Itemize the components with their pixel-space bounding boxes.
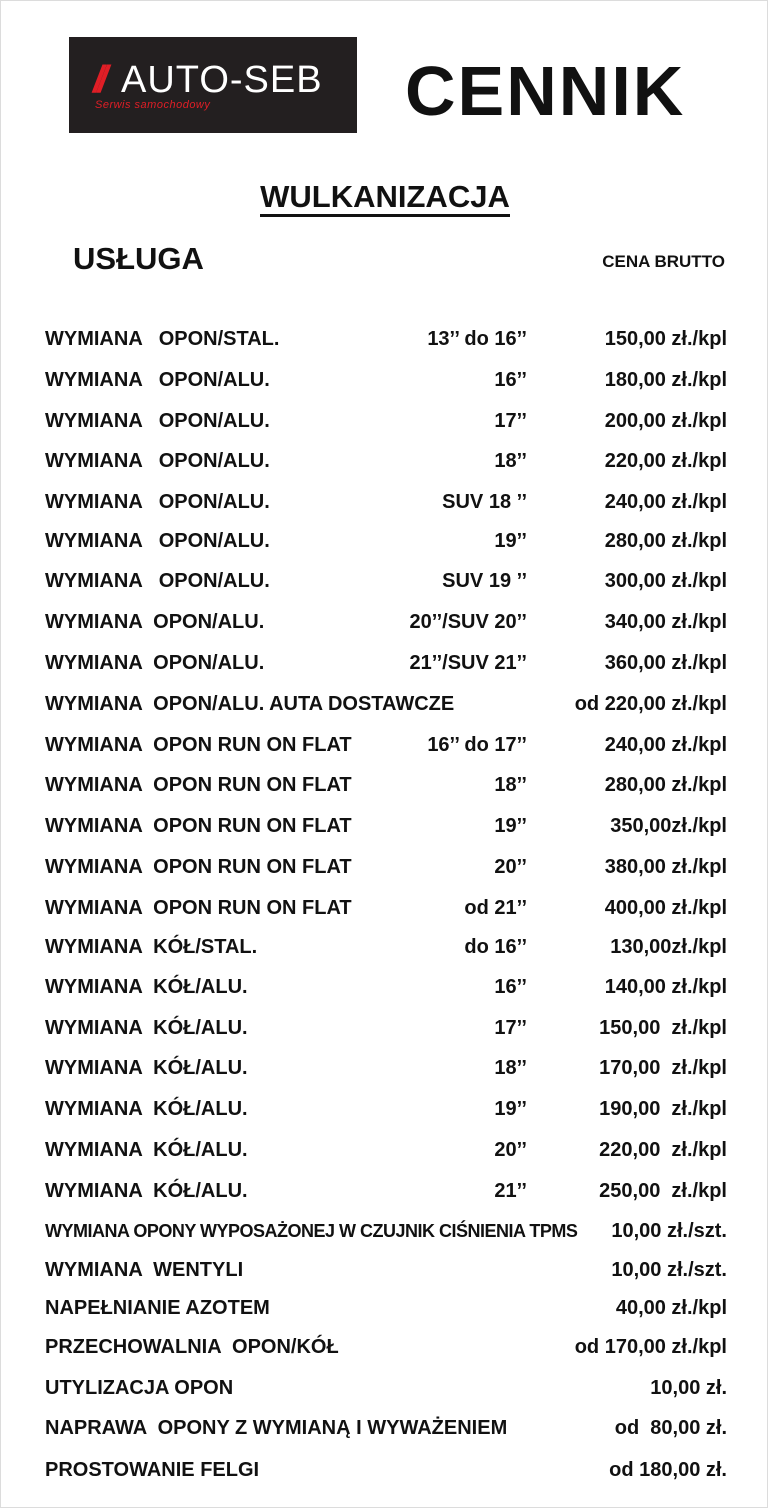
table-row bbox=[1, 967, 768, 1007]
row-service: WYMIANA KÓŁ/ALU. bbox=[45, 1180, 248, 1202]
row-service: WYMIANA OPON/ALU. bbox=[45, 369, 270, 391]
row-price: 280,00 zł./kpl bbox=[604, 774, 727, 796]
section-title bbox=[1, 179, 768, 215]
row-price: 360,00 zł./kpl bbox=[604, 652, 727, 674]
row-service: WYMIANA KÓŁ/ALU. bbox=[45, 976, 248, 998]
table-row bbox=[1, 1327, 768, 1367]
row-price: 10,00 zł. bbox=[650, 1377, 727, 1399]
row-service: WYMIANA OPON/ALU. AUTA DOSTAWCZE bbox=[45, 693, 455, 715]
row-price: 340,00 zł./kpl bbox=[604, 611, 727, 633]
row-price: 220,00 zł./kpl bbox=[604, 450, 727, 472]
table-row bbox=[1, 1368, 768, 1408]
table-row bbox=[1, 725, 768, 765]
logo-name: AUTO-SEB bbox=[121, 59, 323, 101]
row-price: 130,00zł./kpl bbox=[610, 936, 727, 958]
table-row bbox=[1, 1089, 768, 1129]
row-size: 18’’ bbox=[494, 1057, 527, 1079]
table-row bbox=[1, 1211, 768, 1251]
row-service: WYMIANA OPON RUN ON FLAT bbox=[45, 734, 352, 756]
row-price: 250,00 zł./kpl bbox=[599, 1180, 727, 1202]
row-price: 140,00 zł./kpl bbox=[604, 976, 727, 998]
row-service: PROSTOWANIE FELGI bbox=[45, 1459, 260, 1481]
logo-slash-mark: // bbox=[93, 59, 103, 101]
row-price: 180,00 zł./kpl bbox=[604, 369, 727, 391]
row-size: 21’’ bbox=[494, 1180, 527, 1202]
table-row bbox=[1, 521, 768, 561]
logo-subtitle: Serwis samochodowy bbox=[95, 99, 211, 111]
page-title: CENNIK bbox=[405, 52, 686, 130]
row-price: od 180,00 zł. bbox=[609, 1459, 727, 1481]
row-price: 150,00 zł./kpl bbox=[599, 1017, 727, 1039]
row-price: 40,00 zł./kpl bbox=[615, 1297, 727, 1319]
row-size: 20’’ bbox=[494, 1139, 527, 1161]
table-row bbox=[1, 360, 768, 400]
row-size: 20’’ bbox=[494, 856, 527, 878]
table-row bbox=[1, 1250, 768, 1290]
row-service: WYMIANA OPON/ALU. bbox=[45, 410, 270, 432]
table-row bbox=[1, 1408, 768, 1448]
row-size: 19’’ bbox=[494, 1098, 527, 1120]
table-row bbox=[1, 847, 768, 887]
row-price: 350,00zł./kpl bbox=[610, 815, 727, 837]
row-size: 16’’ bbox=[494, 369, 527, 391]
row-size: 13’’ do 16’’ bbox=[427, 328, 527, 350]
row-price: 240,00 zł./kpl bbox=[604, 734, 727, 756]
row-price: 170,00 zł./kpl bbox=[599, 1057, 727, 1079]
row-price: 380,00 zł./kpl bbox=[604, 856, 727, 878]
table-row bbox=[1, 684, 768, 724]
auto-seb-logo bbox=[69, 37, 357, 133]
row-size: do 16’’ bbox=[464, 936, 527, 958]
row-price: 300,00 zł./kpl bbox=[604, 570, 727, 592]
table-row bbox=[1, 602, 768, 642]
row-size: 16’’ do 17’’ bbox=[427, 734, 527, 756]
row-service: WYMIANA OPON RUN ON FLAT bbox=[45, 815, 352, 837]
row-size: 19’’ bbox=[494, 530, 527, 552]
table-row bbox=[1, 401, 768, 441]
row-size: 17’’ bbox=[494, 1017, 527, 1039]
row-price: 190,00 zł./kpl bbox=[599, 1098, 727, 1120]
row-size: 19’’ bbox=[494, 815, 527, 837]
row-service: WYMIANA KÓŁ/ALU. bbox=[45, 1139, 248, 1161]
table-row bbox=[1, 441, 768, 481]
table-row bbox=[1, 765, 768, 805]
row-service: WYMIANA WENTYLI bbox=[45, 1259, 244, 1281]
row-size: 17’’ bbox=[494, 410, 527, 432]
table-row bbox=[1, 927, 768, 967]
row-size: 18’’ bbox=[494, 450, 527, 472]
row-service: WYMIANA KÓŁ/ALU. bbox=[45, 1017, 248, 1039]
table-row bbox=[1, 1450, 768, 1490]
row-price: od 80,00 zł. bbox=[614, 1417, 727, 1439]
table-row bbox=[1, 1048, 768, 1088]
row-price: od 170,00 zł./kpl bbox=[574, 1336, 727, 1358]
table-row bbox=[1, 806, 768, 846]
row-price: 220,00 zł./kpl bbox=[599, 1139, 727, 1161]
row-price: 10,00 zł./szt. bbox=[611, 1220, 727, 1242]
row-size: 20’’/SUV 20’’ bbox=[409, 611, 527, 633]
row-service: WYMIANA KÓŁ/ALU. bbox=[45, 1057, 248, 1079]
table-row bbox=[1, 888, 768, 928]
row-size: SUV 19 ’’ bbox=[442, 570, 527, 592]
row-service: WYMIANA OPON/ALU. bbox=[45, 530, 270, 552]
row-size: SUV 18 ’’ bbox=[442, 491, 527, 513]
row-service: WYMIANA OPONY WYPOSAŻONEJ W CZUJNIK CIŚNIENIA TPMS bbox=[45, 1221, 578, 1241]
row-service: WYMIANA OPON RUN ON FLAT bbox=[45, 856, 352, 878]
row-price: 10,00 zł./szt. bbox=[611, 1259, 727, 1281]
table-row bbox=[1, 561, 768, 601]
row-size: od 21’’ bbox=[464, 897, 527, 919]
table-row bbox=[1, 1288, 768, 1328]
table-row bbox=[1, 1171, 768, 1211]
table-row bbox=[1, 1008, 768, 1048]
row-service: UTYLIZACJA OPON bbox=[45, 1377, 234, 1399]
row-service: WYMIANA OPON/ALU. bbox=[45, 491, 270, 513]
row-size: 21’’/SUV 21’’ bbox=[409, 652, 527, 674]
table-row bbox=[1, 482, 768, 522]
row-service: WYMIANA OPON/ALU. bbox=[45, 652, 265, 674]
row-price: od 220,00 zł./kpl bbox=[574, 693, 727, 715]
row-service: WYMIANA OPON/ALU. bbox=[45, 611, 265, 633]
table-row bbox=[1, 319, 768, 359]
row-price: 240,00 zł./kpl bbox=[604, 491, 727, 513]
row-service: WYMIANA OPON/STAL. bbox=[45, 328, 280, 350]
column-header-service: USŁUGA bbox=[73, 241, 204, 276]
row-service: WYMIANA OPON/ALU. bbox=[45, 450, 270, 472]
row-service: NAPEŁNIANIE AZOTEM bbox=[45, 1297, 270, 1319]
row-service: WYMIANA KÓŁ/ALU. bbox=[45, 1098, 248, 1120]
row-service: WYMIANA OPON/ALU. bbox=[45, 570, 270, 592]
row-price: 280,00 zł./kpl bbox=[604, 530, 727, 552]
row-service: WYMIANA OPON RUN ON FLAT bbox=[45, 897, 352, 919]
row-size: 18’’ bbox=[494, 774, 527, 796]
row-price: 200,00 zł./kpl bbox=[604, 410, 727, 432]
row-service: PRZECHOWALNIA OPON/KÓŁ bbox=[45, 1336, 339, 1358]
row-service: WYMIANA KÓŁ/STAL. bbox=[45, 936, 258, 958]
row-service: WYMIANA OPON RUN ON FLAT bbox=[45, 774, 352, 796]
row-size: 16’’ bbox=[494, 976, 527, 998]
table-row bbox=[1, 1130, 768, 1170]
row-service: NAPRAWA OPONY Z WYMIANĄ I WYWAŻENIEM bbox=[45, 1417, 508, 1439]
column-header-price: CENA BRUTTO bbox=[602, 252, 725, 271]
section-title-text: WULKANIZACJA bbox=[260, 179, 510, 217]
row-price: 150,00 zł./kpl bbox=[604, 328, 727, 350]
row-price: 400,00 zł./kpl bbox=[604, 897, 727, 919]
table-row bbox=[1, 643, 768, 683]
